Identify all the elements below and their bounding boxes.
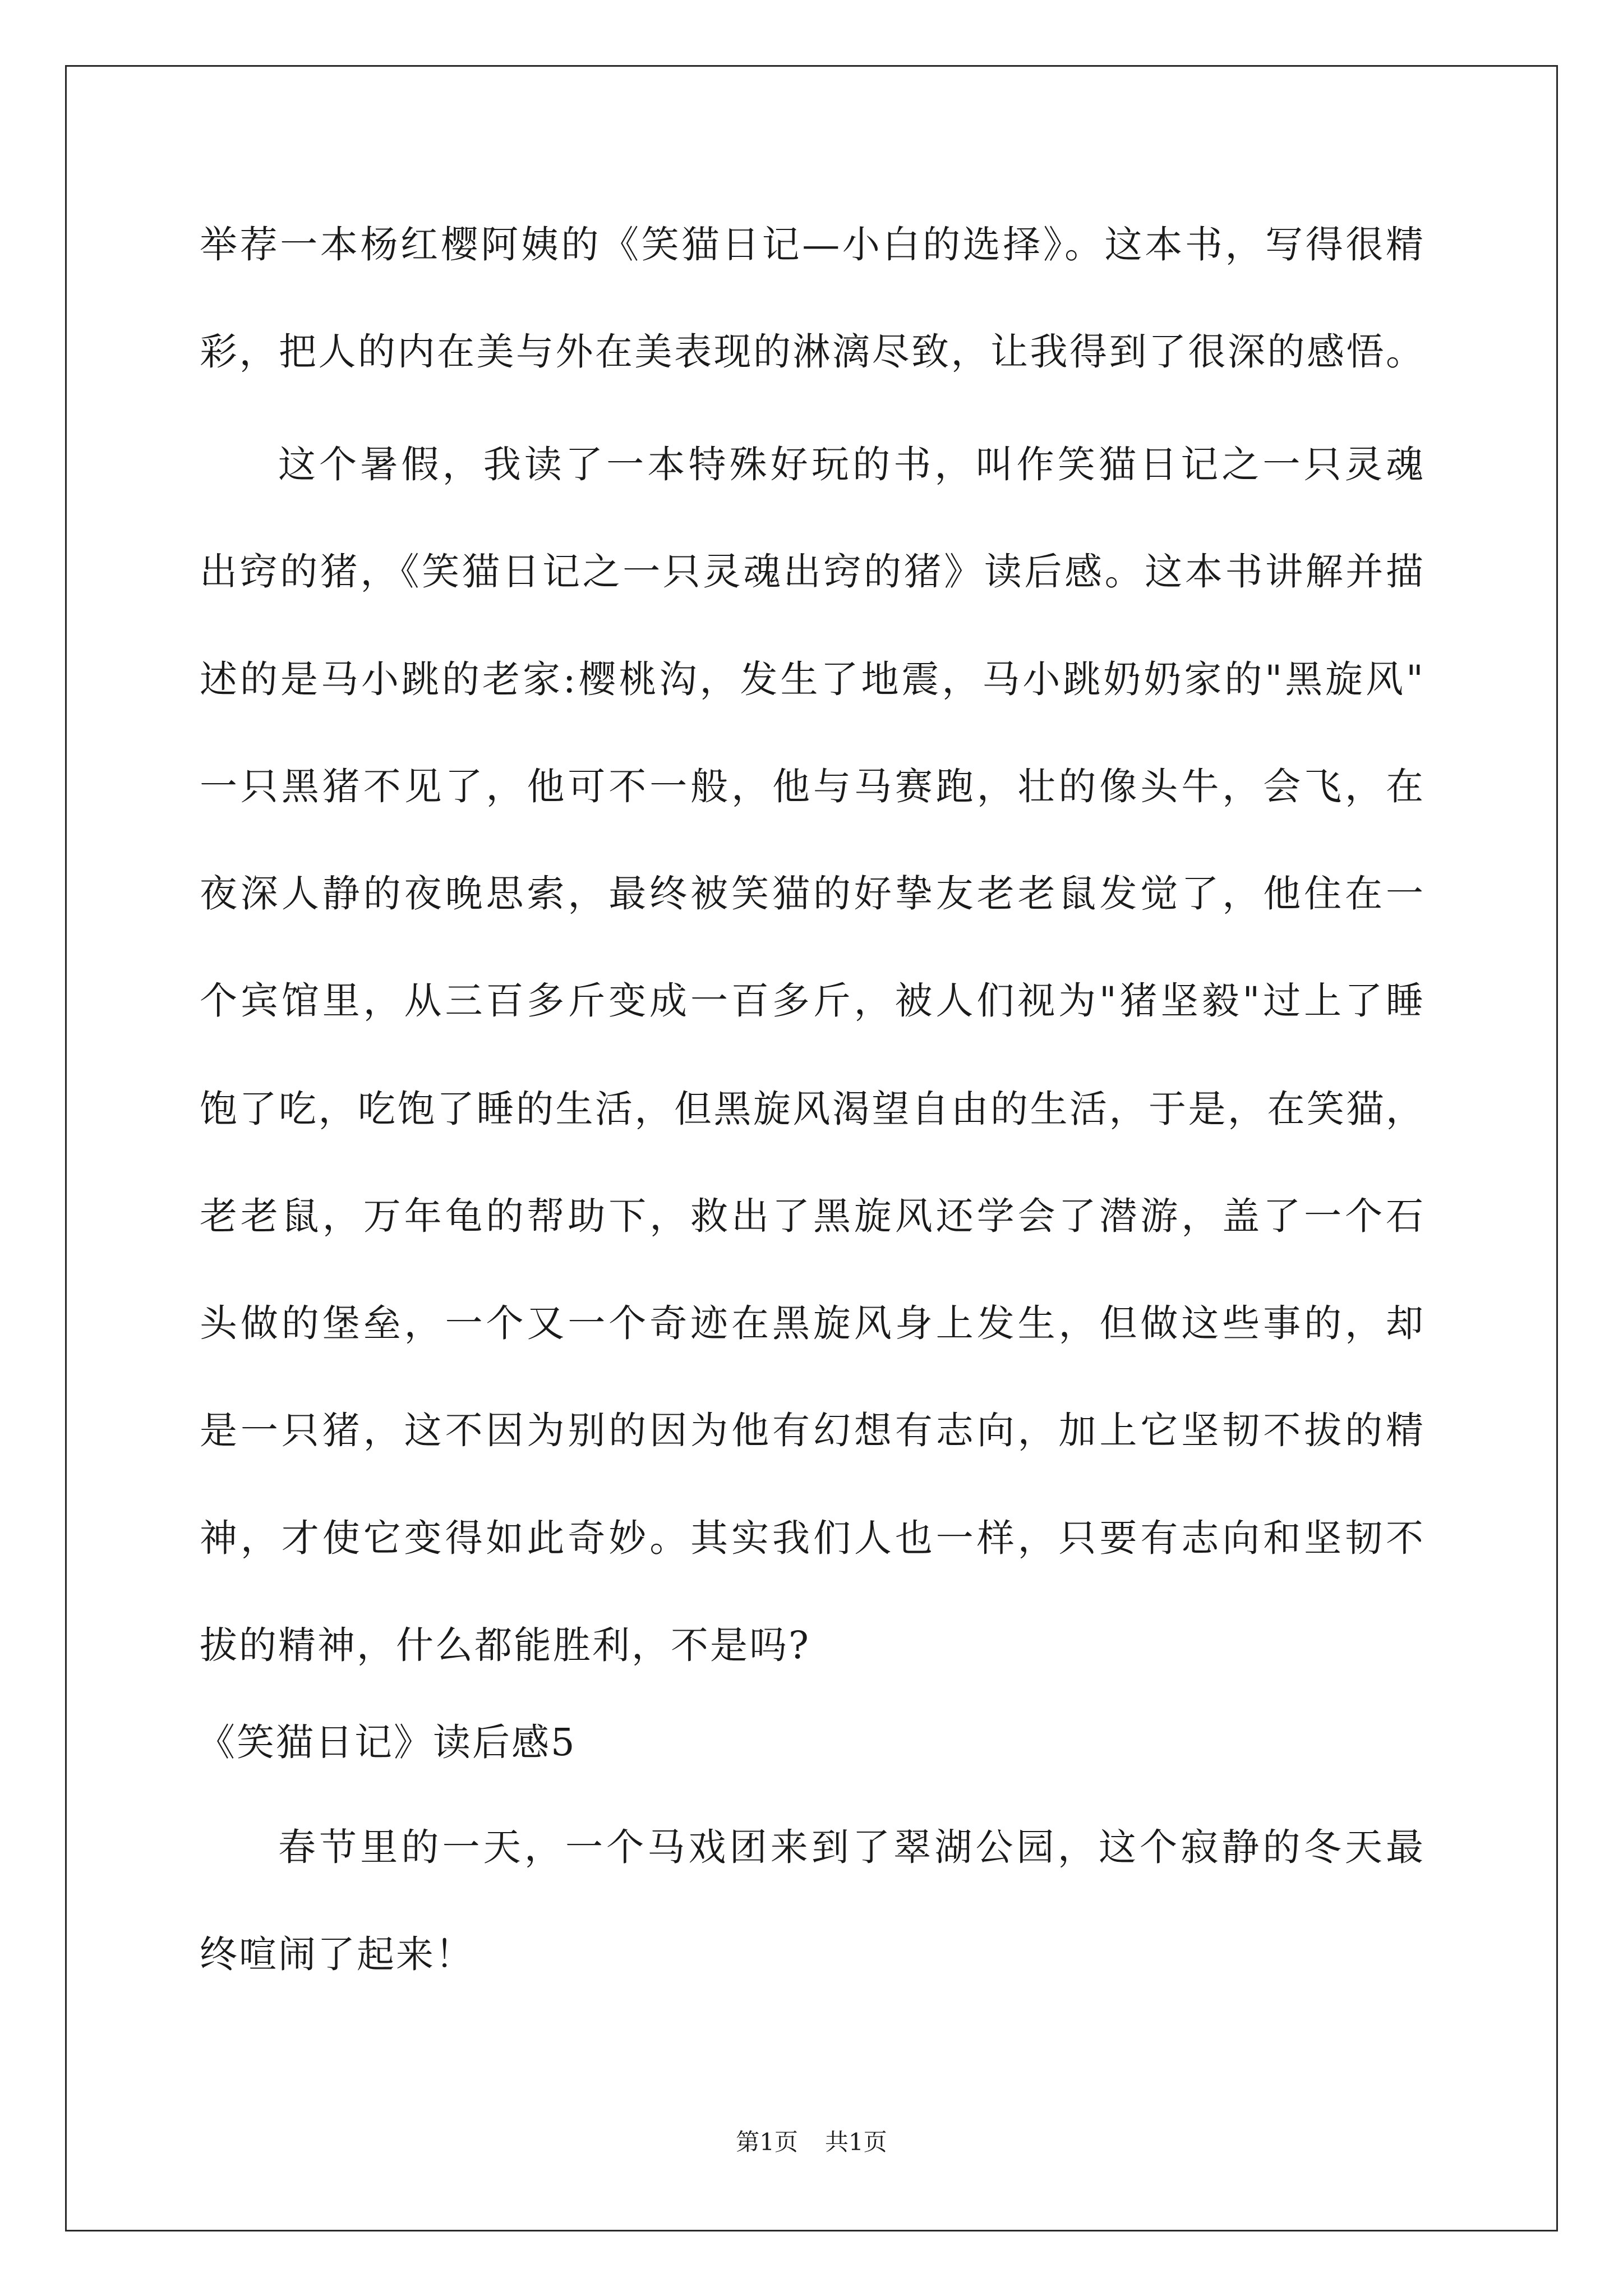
page-total: 共1页: [825, 2128, 887, 2156]
body-line-6: 一只黑猪不见了，他可不一般，他与马赛跑，壮的像头牛，会飞，在: [200, 765, 1423, 808]
body-line-2: 彩，把人的内在美与外在美表现的淋漓尽致，让我得到了很深的感悟。: [200, 330, 1423, 374]
body-line-7: 夜深人静的夜晚思索，最终被笑猫的好挚友老老鼠发觉了，他住在一: [200, 872, 1423, 915]
body-line-5: 述的是马小跳的老家:樱桃沟，发生了地震，马小跳奶奶家的"黑旋风": [200, 657, 1423, 701]
body-line-17: 终喧闹了起来！: [200, 1932, 474, 1976]
body-line-10: 老老鼠，万年龟的帮助下，救出了黑旋风还学会了潜游，盖了一个石: [200, 1194, 1423, 1238]
body-line-1: 举荐一本杨红樱阿姨的《笑猫日记—小白的选择》。这本书，写得很精: [200, 223, 1423, 266]
body-line-11: 头做的堡垒，一个又一个奇迹在黑旋风身上发生，但做这些事的，却: [200, 1301, 1423, 1345]
section-heading: 《笑猫日记》读后感5: [197, 1720, 577, 1764]
body-line-14: 拔的精神，什么都能胜利，不是吗?: [200, 1623, 810, 1667]
body-line-16: 春节里的一天，一个马戏团来到了翠湖公园，这个寂静的冬天最: [278, 1825, 1423, 1869]
body-line-3: 这个暑假，我读了一本特殊好玩的书，叫作笑猫日记之一只灵魂: [278, 443, 1423, 486]
page-number: 第1页: [736, 2128, 798, 2156]
body-line-4: 出窍的猪，《笑猫日记之一只灵魂出窍的猪》读后感。这本书讲解并描: [200, 550, 1423, 593]
page-border: [65, 65, 1558, 2231]
body-line-8: 个宾馆里，从三百多斤变成一百多斤，被人们视为"猪坚毅"过上了睡: [200, 979, 1423, 1023]
body-line-13: 神，才使它变得如此奇妙。其实我们人也一样，只要有志向和坚韧不: [200, 1516, 1423, 1560]
page-footer: [0, 2128, 1623, 2156]
body-line-12: 是一只猪，这不因为别的因为他有幻想有志向，加上它坚韧不拔的精: [200, 1409, 1423, 1452]
body-line-9: 饱了吃，吃饱了睡的生活，但黑旋风渴望自由的生活，于是，在笑猫，: [200, 1087, 1423, 1131]
